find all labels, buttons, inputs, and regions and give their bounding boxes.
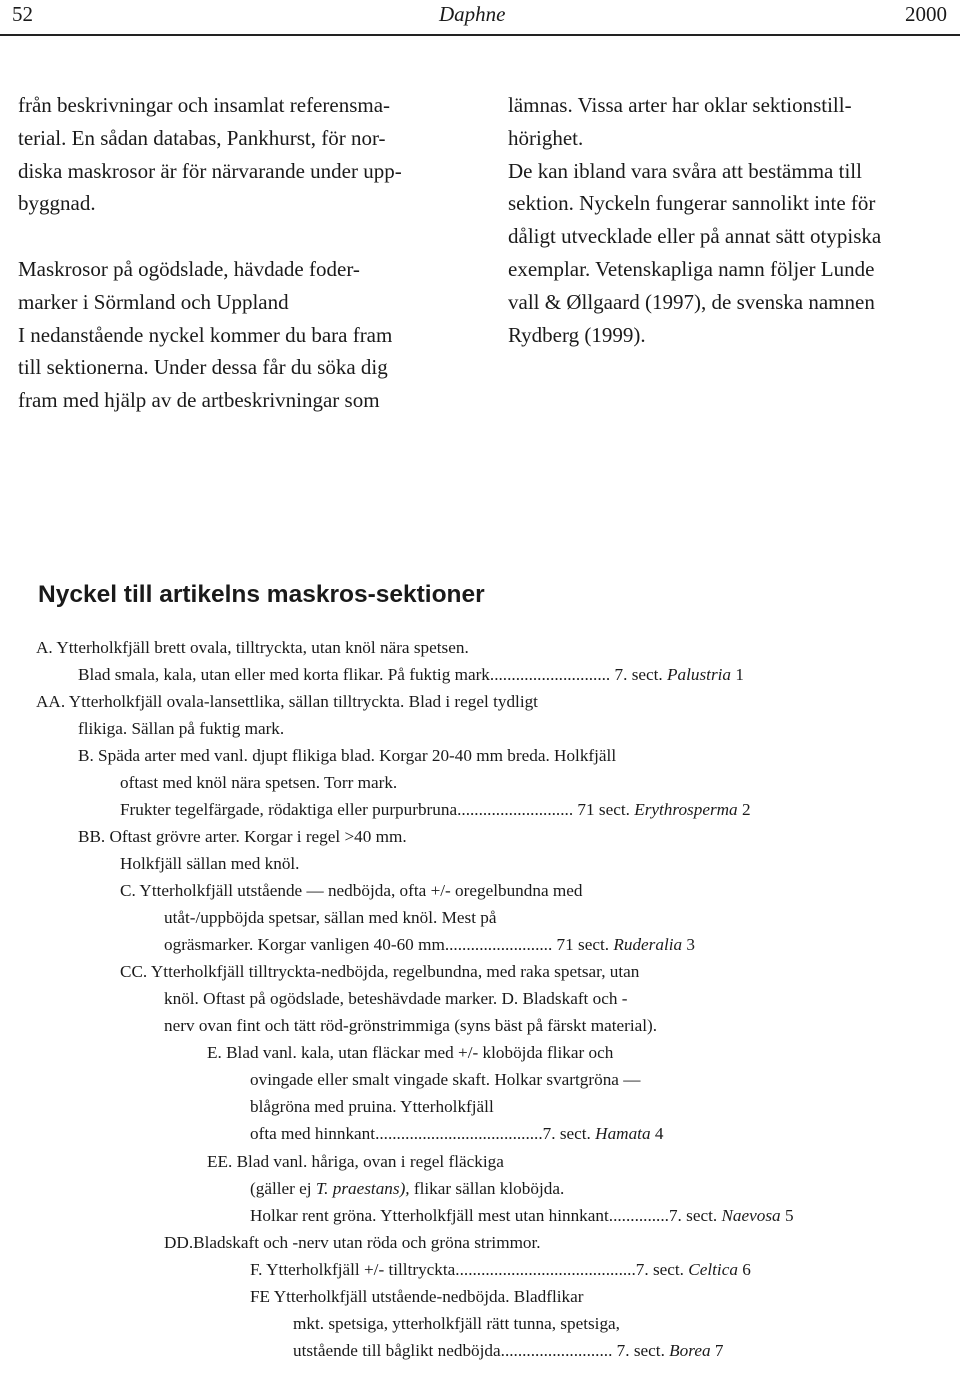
right-column-line: Rydberg (1999). (508, 322, 646, 347)
key-text: A. Ytterholkfjäll brett ovala, tilltryckta, utan knöl nära spetsen. (36, 638, 469, 657)
key-text: Blad smala, kala, utan eller med korta flikar. På fuktig mark (78, 665, 490, 684)
key-text: nerv ovan fint och tätt röd-grönstrimmiga (syns bäst på färskt material). (164, 1016, 658, 1035)
key-text: (gäller ej (250, 1179, 316, 1198)
leader-dots: ......................... (444, 935, 553, 954)
key-line (164, 934, 695, 956)
key-line (78, 745, 616, 767)
key-text: CC. Ytterholkfjäll tilltryckta-nedböjda, regelbundna, med raka spetsar, utan (120, 962, 640, 981)
key-number: 6 (737, 1260, 751, 1279)
right-column-line: hörighet. (508, 125, 584, 150)
key-line (250, 1069, 640, 1091)
key-text: ovingade eller smalt vingade skaft. Holkar svartgröna — (250, 1070, 641, 1089)
key-line (164, 907, 497, 929)
key-line (250, 1123, 663, 1145)
running-header (0, 0, 960, 36)
key-result: 7. sect. (542, 1124, 596, 1143)
right-column-line: vall & Øllgaard (1997), de svenska namnen (508, 289, 875, 314)
key-text: FE Ytterholkfjäll utstående-nedböjda. Bladflikar (250, 1287, 584, 1306)
taxon-name: Palustria (667, 665, 732, 684)
key-line (250, 1178, 564, 1200)
leader-dots: ............................ (489, 665, 611, 684)
key-line (293, 1340, 723, 1362)
right-column-line: lämnas. Vissa arter har oklar sektionstill- (508, 93, 852, 117)
journal-title: Daphne (439, 2, 506, 26)
taxon-name: Hamata (595, 1124, 651, 1143)
key-number: 5 (780, 1206, 794, 1225)
key-number: 2 (737, 800, 751, 819)
right-text-column (508, 89, 960, 351)
key-line (120, 772, 397, 794)
left-column-line: marker i Sörmland och Uppland (18, 289, 289, 314)
taxon-name: Ruderalia (613, 935, 683, 954)
taxon-name: Erythrosperma (634, 800, 738, 819)
key-text: Holkfjäll sällan med knöl. (120, 854, 300, 873)
key-line (164, 988, 627, 1010)
key-number: 1 (731, 665, 744, 684)
key-line (36, 637, 469, 659)
left-column-line: fram med hjälp av de artbeskrivningar som (18, 388, 380, 413)
leader-dots: .......................................... (455, 1260, 636, 1279)
key-result: 7. sect. (610, 665, 668, 684)
key-line (120, 880, 582, 902)
key-text: BB. Oftast grövre arter. Korgar i regel >40 mm. (78, 827, 407, 846)
key-line (207, 1151, 504, 1173)
key-line (250, 1259, 751, 1281)
left-column-line: från beskrivningar och insamlat referensma- (18, 93, 391, 117)
leader-dots: ....................................... (375, 1124, 543, 1143)
left-column-line: Maskrosor på ogödslade, hävdade foder- (18, 256, 360, 281)
key-text: DD.Bladskaft och -nerv utan röda och gröna strimmor. (164, 1233, 541, 1252)
taxon-name: T. praestans), (315, 1179, 410, 1198)
key-line (120, 799, 751, 821)
right-column-line: De kan ibland vara svåra att bestämma till (508, 158, 862, 183)
taxon-name: Celtica (688, 1260, 738, 1279)
key-title: Nyckel till artikelns maskros-sektioner (38, 581, 485, 608)
key-text: ogräsmarker. Korgar vanligen 40-60 mm (164, 935, 445, 954)
key-line (78, 664, 744, 686)
key-line (78, 826, 407, 848)
leader-dots: .......................... (500, 1341, 613, 1360)
page-number: 52 (12, 2, 33, 26)
left-column-line: I nedanstående nyckel kommer du bara fram (18, 322, 393, 347)
key-line (164, 1015, 657, 1037)
key-text: EE. Blad vanl. håriga, ovan i regel fläckiga (207, 1152, 504, 1171)
key-number: 7 (710, 1341, 724, 1360)
key-line (78, 718, 284, 740)
key-line (164, 1232, 541, 1254)
key-text: utstående till båglikt nedböjda (293, 1341, 501, 1360)
key-result: 7. sect. (668, 1206, 722, 1225)
right-column-line: dåligt utvecklade eller på annat sätt otypiska (508, 224, 882, 249)
key-line (250, 1205, 794, 1227)
key-line (207, 1042, 613, 1064)
left-column-line: diska maskrosor är för närvarande under upp- (18, 158, 402, 183)
key-text: flikar sällan kloböjda. (409, 1179, 565, 1198)
key-line (293, 1313, 620, 1335)
taxon-name: Naevosa (721, 1206, 781, 1225)
key-result: 71 sect. (573, 800, 635, 819)
right-column-line: sektion. Nyckeln fungerar sannolikt inte för (508, 191, 876, 216)
year: 2000 (905, 2, 947, 26)
key-number: 4 (650, 1124, 664, 1143)
left-column-line: till sektionerna. Under dessa får du söka dig (18, 355, 388, 380)
key-line (120, 853, 299, 875)
key-number: 3 (682, 935, 695, 954)
key-text: Frukter tegelfärgade, rödaktiga eller purpurbruna (120, 800, 458, 819)
key-line (120, 961, 639, 983)
key-line (250, 1096, 494, 1118)
key-result: 7. sect. (612, 1341, 670, 1360)
header-rule (0, 34, 960, 36)
key-result: 7. sect. (635, 1260, 689, 1279)
key-text: ofta med hinnkant (250, 1124, 376, 1143)
key-text: Holkar rent gröna. Ytterholkfjäll mest utan hinnkant (250, 1206, 609, 1225)
left-column-line (18, 220, 473, 253)
key-line (36, 691, 538, 713)
key-text: blågröna med pruina. Ytterholkfjäll (250, 1097, 494, 1116)
key-text: B. Späda arter med vanl. djupt flikiga blad. Korgar 20-40 mm breda. Holkfjäll (78, 746, 617, 765)
right-column-line: exemplar. Vetenskapliga namn följer Lunde (508, 256, 875, 281)
key-text: C. Ytterholkfjäll utstående — nedböjda, ofta +/- oregelbundna med (120, 881, 583, 900)
leader-dots: ........................... (457, 800, 574, 819)
taxon-name: Borea (669, 1341, 711, 1360)
key-text: oftast med knöl nära spetsen. Torr mark. (120, 773, 398, 792)
key-result: 71 sect. (552, 935, 614, 954)
key-text: AA. Ytterholkfjäll ovala-lansettlika, sällan tilltryckta. Blad i regel tydligt (36, 692, 538, 711)
key-text: F. Ytterholkfjäll +/- tilltryckta (250, 1260, 456, 1279)
left-column-line: terial. En sådan databas, Pankhurst, för nor- (18, 125, 386, 150)
key-text: knöl. Oftast på ogödslade, beteshävdade marker. D. Bladskaft och - (164, 989, 628, 1008)
left-text-column (18, 89, 473, 417)
left-column-line: byggnad. (18, 191, 96, 216)
leader-dots: .............. (608, 1206, 669, 1225)
key-text: E. Blad vanl. kala, utan fläckar med +/- kloböjda flikar och (207, 1043, 614, 1062)
key-text: mkt. spetsiga, ytterholkfjäll rätt tunna, spetsiga, (293, 1314, 620, 1333)
key-text: utåt-/uppböjda spetsar, sällan med knöl. Mest på (164, 908, 497, 927)
key-text: flikiga. Sällan på fuktig mark. (78, 719, 285, 738)
key-line (250, 1286, 583, 1308)
